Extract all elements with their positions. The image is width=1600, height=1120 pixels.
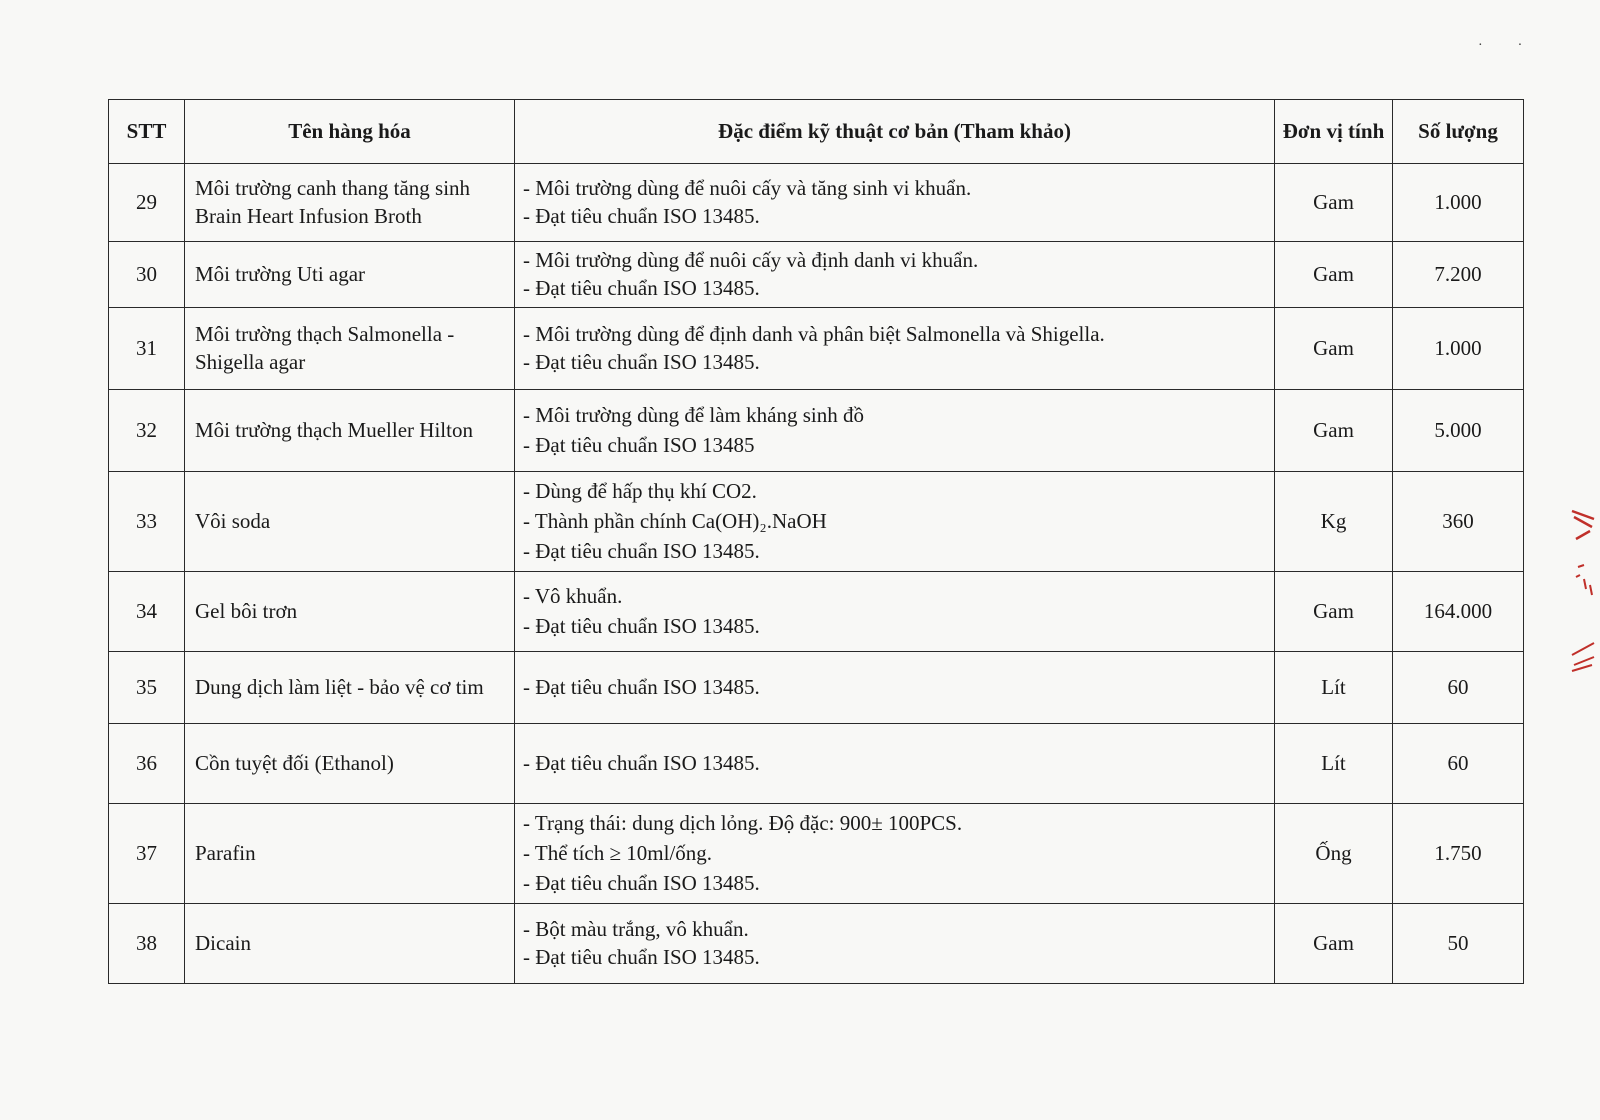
- row-qty: 1.000: [1393, 308, 1524, 390]
- spec-lines: [523, 402, 1268, 460]
- spec-line: - Môi trường dùng để nuôi cấy và định danh vi khuẩn.: [523, 248, 979, 273]
- row-stt: 34: [109, 572, 185, 652]
- row-name: Môi trường thạch Salmonella - Shigella agar: [185, 308, 515, 390]
- row-spec: [515, 242, 1275, 308]
- spec-line: - Đạt tiêu chuẩn ISO 13485: [523, 433, 755, 457]
- header-qty: Số lượng: [1393, 100, 1524, 164]
- spec-line: - Vô khuẩn.: [523, 583, 623, 608]
- spec-lines: [523, 478, 1268, 566]
- row-qty: 50: [1393, 904, 1524, 984]
- spec-line: - Đạt tiêu chuẩn ISO 13485.: [523, 275, 760, 300]
- spec-line: - Đạt tiêu chuẩn ISO 13485.: [523, 871, 760, 896]
- goods-table: [108, 99, 1524, 984]
- row-unit: Lít: [1275, 652, 1393, 724]
- row-stt: 31: [109, 308, 185, 390]
- row-name: Môi trường Uti agar: [185, 242, 515, 308]
- table-header-row: [109, 100, 1524, 164]
- spec-line: - Môi trường dùng để làm kháng sinh đồ: [523, 402, 864, 427]
- row-unit: Gam: [1275, 390, 1393, 472]
- header-stt: STT: [109, 100, 185, 164]
- row-spec: [515, 724, 1275, 804]
- row-name: Dung dịch làm liệt - bảo vệ cơ tim: [185, 652, 515, 724]
- row-qty: 5.000: [1393, 390, 1524, 472]
- spec-line: - Đạt tiêu chuẩn ISO 13485.: [523, 750, 760, 775]
- spec-lines: [523, 810, 1268, 898]
- row-name: Dicain: [185, 904, 515, 984]
- row-qty: 360: [1393, 472, 1524, 572]
- row-qty: 60: [1393, 652, 1524, 724]
- row-qty: 1.750: [1393, 804, 1524, 904]
- row-spec: [515, 804, 1275, 904]
- row-stt: 35: [109, 652, 185, 724]
- row-qty: 164.000: [1393, 572, 1524, 652]
- table-row: [109, 242, 1524, 308]
- row-name: Vôi soda: [185, 472, 515, 572]
- row-spec: [515, 904, 1275, 984]
- row-qty: 7.200: [1393, 242, 1524, 308]
- row-spec: [515, 572, 1275, 652]
- row-name: Môi trường canh thang tăng sinh Brain Heart Infusion Broth: [185, 164, 515, 242]
- row-stt: 29: [109, 164, 185, 242]
- table-row: [109, 472, 1524, 572]
- spec-line: - Đạt tiêu chuẩn ISO 13485.: [523, 614, 760, 638]
- row-stt: 38: [109, 904, 185, 984]
- row-name: Cồn tuyệt đối (Ethanol): [185, 724, 515, 804]
- row-spec: [515, 308, 1275, 390]
- spec-lines: [523, 583, 1268, 641]
- spec-line: - Bột màu trắng, vô khuẩn.: [523, 917, 749, 942]
- red-stamp-edge-marks: [1570, 505, 1598, 685]
- row-stt: 33: [109, 472, 185, 572]
- spec-line: - Môi trường dùng để định danh và phân biệt Salmonella và Shigella.: [523, 322, 1105, 347]
- table-row: [109, 804, 1524, 904]
- row-unit: Gam: [1275, 308, 1393, 390]
- row-qty: 60: [1393, 724, 1524, 804]
- row-name: Gel bôi trơn: [185, 572, 515, 652]
- row-spec: [515, 164, 1275, 242]
- spec-line: - Đạt tiêu chuẩn ISO 13485.: [523, 539, 760, 564]
- table-row: [109, 904, 1524, 984]
- row-unit: Ống: [1275, 804, 1393, 904]
- row-unit: Gam: [1275, 904, 1393, 984]
- spec-line: - Trạng thái: dung dịch lỏng. Độ đặc: 900± 100PCS.: [523, 810, 963, 835]
- table-row: [109, 390, 1524, 472]
- table-row: [109, 652, 1524, 724]
- row-spec: [515, 652, 1275, 724]
- spec-line: - Dùng để hấp thụ khí CO2.: [523, 478, 757, 503]
- row-unit: Gam: [1275, 572, 1393, 652]
- row-unit: Kg: [1275, 472, 1393, 572]
- header-name: Tên hàng hóa: [185, 100, 515, 164]
- table-row: [109, 308, 1524, 390]
- spec-line: - Đạt tiêu chuẩn ISO 13485.: [523, 674, 760, 699]
- row-stt: 32: [109, 390, 185, 472]
- row-stt: 30: [109, 242, 185, 308]
- spec-line: - Đạt tiêu chuẩn ISO 13485.: [523, 349, 760, 374]
- row-qty: 1.000: [1393, 164, 1524, 242]
- spec-line: - Đạt tiêu chuẩn ISO 13485.: [523, 203, 760, 228]
- row-spec: [515, 390, 1275, 472]
- header-unit: Đơn vị tính: [1275, 100, 1393, 164]
- row-name: Parafin: [185, 804, 515, 904]
- table-row: [109, 724, 1524, 804]
- spec-line: - Thể tích ≥ 10ml/ống.: [523, 840, 713, 865]
- row-unit: Gam: [1275, 242, 1393, 308]
- header-spec: Đặc điểm kỹ thuật cơ bản (Tham khảo): [515, 100, 1275, 164]
- spec-line: - Đạt tiêu chuẩn ISO 13485.: [523, 944, 760, 969]
- row-spec: [515, 472, 1275, 572]
- scan-specks: · ·: [1478, 38, 1523, 53]
- table-row: [109, 164, 1524, 242]
- row-unit: Lít: [1275, 724, 1393, 804]
- row-stt: 37: [109, 804, 185, 904]
- row-stt: 36: [109, 724, 185, 804]
- table-row: [109, 572, 1524, 652]
- spec-line: - Thành phần chính Ca(OH)₂.NaOH: [523, 508, 827, 533]
- row-unit: Gam: [1275, 164, 1393, 242]
- row-name: Môi trường thạch Mueller Hilton: [185, 390, 515, 472]
- spec-line: - Môi trường dùng để nuôi cấy và tăng sinh vi khuẩn.: [523, 176, 972, 201]
